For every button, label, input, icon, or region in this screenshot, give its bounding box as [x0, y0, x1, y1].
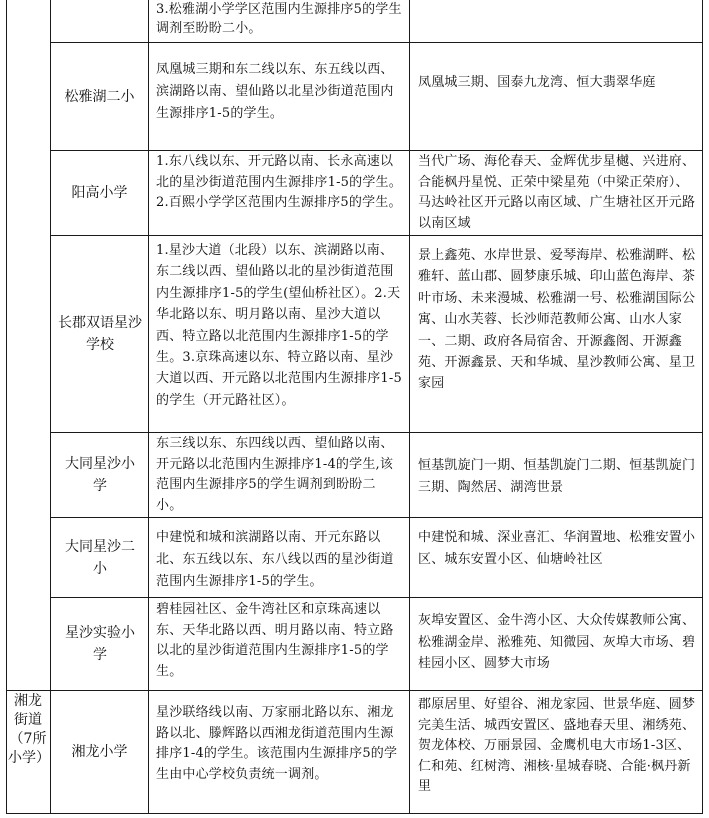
street-name-label: 湘龙街道 — [14, 693, 42, 728]
street-name — [8, 692, 48, 768]
row-communities-text: 灰埠安置区、金牛湾小区、大众传媒教师公寓、松雅湖金岸、淞雅苑、知微园、灰埠大市场、碧桂园小区、圆梦大市场 — [418, 613, 696, 671]
row-communities-text: 景上鑫苑、水岸世景、爱琴海岸、松雅湖畔、松雅轩、蓝山郡、圆梦康乐城、印山蓝色海岸、茶叶市场、未来漫城、松雅湖一号、松雅湖国际公寓、山水芙蓉、长沙师范教师公寓、山水人家一、二期、政府各局宿舍、开源鑫阁、开源鑫苑、开源鑫景、天和华城、星沙教师公寓、星卫家园 — [418, 248, 696, 392]
table-border-right — [702, 0, 703, 814]
street-school-count: （7所小学） — [8, 731, 50, 766]
row-scope-text: 1.星沙大道（北段）以东、滨湖路以南、东二线以西、望仙路以北的星沙街道范围内生源排序1-5的学生(望仙桥社区）。2.天华北路以东、明月路以南、星沙大道以西、特立路以北范围内生源排序1-5的学生。3.京珠高速以东、特立路以南、星沙大道以西、开元路以北范围内生源排序1-5的学生（开元路社区）。 — [156, 243, 402, 408]
school-name: 阳高小学 — [71, 185, 128, 201]
row-divider — [50, 597, 703, 598]
row-divider — [50, 432, 703, 433]
row-scope-text: 星沙联络线以南、万家丽北路以东、湘龙路以北、滕辉路以西湘龙街道范围内生源排序1-4的学生。该范围内生源排序5的学生由中心学校负责统一调剂。 — [156, 705, 398, 782]
row-scope-text: 东三线以东、东四线以西、望仙路以南、开元路以北范围内生源排序1-4的学生,该范围内生源排序5的学生调剂到盼盼二小。 — [156, 436, 394, 513]
row-divider — [50, 150, 703, 151]
table-divider-scope-communities — [409, 0, 410, 814]
row-divider — [50, 517, 703, 518]
row-communities-text: 恒基凯旋门一期、恒基凯旋门二期、恒基凯旋门三期、陶然居、湖湾世景 — [418, 458, 696, 495]
row-communities-text: 凤凰城三期、国泰九龙湾、恒大翡翠华庭 — [418, 75, 656, 90]
school-name: 湘龙小学 — [71, 744, 128, 760]
row-scope-text: 碧桂园社区、金牛湾社区和京珠高速以东、天华北路以西、明月路以南、特立路以北的星沙街道范围内生源排序1-5的学生。 — [156, 602, 394, 679]
table-border-bottom — [6, 813, 703, 814]
row-communities-text: 郡原居里、好望谷、湘龙家园、世景华庭、圆梦完美生活、城西安置区、盛地春天里、湘绣苑、贺龙体校、万丽景园、金鹰机电大市场1-3区、仁和苑、红树湾、湘核·星城春晓、合能·枫丹新里 — [418, 697, 696, 794]
row-scope-text: 1.东八线以东、开元路以南、长永高速以北的星沙街道范围内生源排序1-5的学生。2.百熙小学学区范围内生源排序5的学生。 — [156, 154, 402, 210]
row-divider — [50, 235, 703, 236]
school-name: 大同星沙小学 — [65, 456, 135, 494]
table-border-left — [6, 0, 7, 814]
table-divider-street-school — [50, 0, 51, 814]
school-name: 长郡双语星沙学校 — [58, 315, 142, 353]
row-scope-text: 3.松雅湖小学学区范围内生源排序5的学生调剂至盼盼二小。 — [156, 2, 402, 36]
school-name: 星沙实验小学 — [65, 625, 135, 663]
row-divider — [50, 42, 703, 43]
row-scope-text: 凤凰城三期和东二线以东、东五线以西、滨湖路以南、望仙路以北星沙街道范围内生源排序1-5的学生。 — [156, 62, 394, 121]
school-name: 大同星沙二小 — [65, 538, 135, 577]
row-communities-text: 中建悦和城、深业喜汇、华润置地、松雅安置小区、城东安置小区、仙塘岭社区 — [418, 530, 696, 567]
row-scope-text: 中建悦和城和滨湖路以南、开元东路以北、东五线以东、东八线以西的星沙街道范围内生源排序1-5的学生。 — [156, 530, 394, 589]
school-name: 松雅湖二小 — [64, 88, 135, 105]
table-divider-school-scope — [148, 0, 149, 814]
row-communities-text: 当代广场、海伦春天、金辉优步星樾、兴进府、合能枫丹星悦、正荣中梁星苑（中梁正荣府）、马达岭社区开元路以南区域、广生塘社区开元路以南区域 — [418, 154, 696, 231]
